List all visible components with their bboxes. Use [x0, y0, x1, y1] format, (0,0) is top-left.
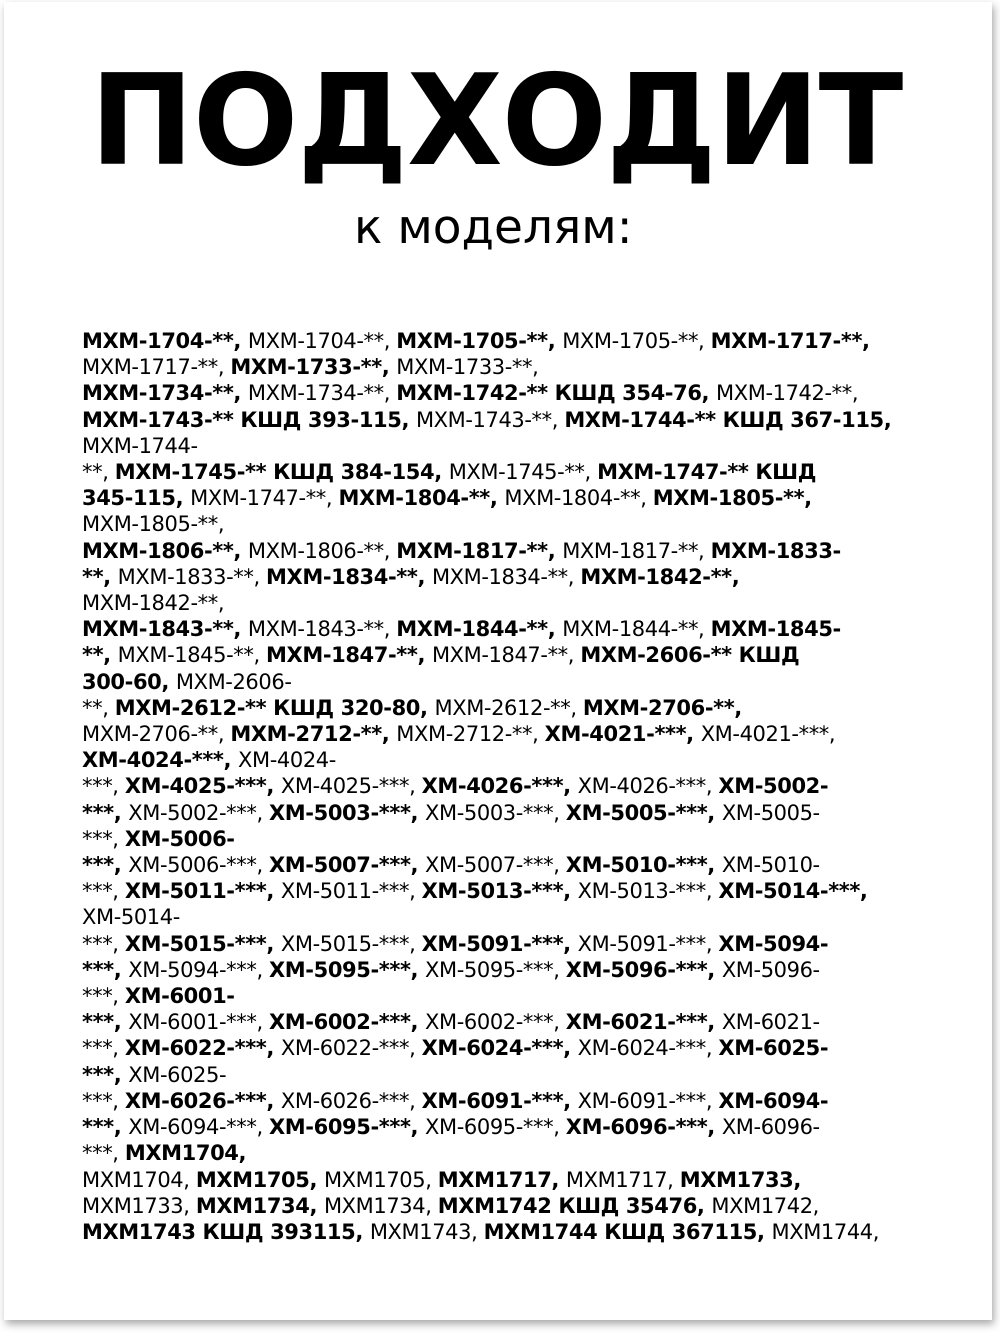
model-entry: МХМ1733,	[679, 1167, 801, 1192]
model-entry: МХМ-1845-	[710, 617, 841, 642]
model-entry: ХМ-5006-	[124, 826, 235, 851]
model-list-line	[82, 1140, 956, 1166]
model-entry: МХМ-1805-**,	[82, 512, 225, 537]
model-entry: ***,	[82, 1010, 129, 1035]
model-entry: ХМ-6095-***,	[425, 1115, 566, 1140]
model-entry: ХМ-5095-***,	[269, 957, 426, 982]
model-entry: МХМ-1717-**,	[82, 355, 231, 380]
model-entry: МХМ1717,	[437, 1167, 566, 1192]
model-entry: МХМ-1734-**,	[82, 381, 248, 406]
model-list-line	[82, 1088, 956, 1114]
model-entry: ХМ-6022-***,	[280, 1036, 422, 1061]
model-entry: МХМ-1734-**,	[247, 381, 397, 406]
model-list-line	[82, 459, 956, 485]
model-list-line	[82, 957, 956, 983]
model-list-line	[82, 1114, 956, 1140]
model-list-line	[82, 878, 956, 904]
model-entry: МХМ-1843-**,	[82, 617, 248, 642]
model-entry: МХМ-1704-**,	[247, 329, 397, 353]
model-list-line	[82, 826, 956, 852]
model-entry: МХМ1743,	[369, 1219, 484, 1244]
model-entry: ХМ-5014-***,	[718, 879, 868, 904]
model-entry: МХМ-1705-**,	[562, 329, 711, 353]
model-entry: МХМ-2712-**,	[396, 722, 545, 747]
model-entry: ХМ-4025-***,	[124, 774, 281, 799]
model-entry: ***,	[82, 1115, 129, 1140]
model-entry: ХМ-5094-	[718, 931, 829, 956]
model-entry: ХМ-4026-***,	[421, 774, 578, 799]
model-entry: МХМ-1834-**,	[266, 564, 432, 589]
model-entry: МХМ1742,	[711, 1193, 819, 1218]
model-entry: МХМ1704,	[124, 1141, 247, 1166]
model-entry: МХМ-1843-**,	[247, 617, 397, 642]
model-entry: МХМ-1733-**,	[396, 355, 539, 380]
model-entry: МХМ1704,	[82, 1167, 196, 1192]
model-list-line	[82, 852, 956, 878]
model-entry: ХМ-5002-	[718, 774, 829, 799]
model-entry: ХМ-6091-***,	[421, 1088, 578, 1113]
model-entry: ***,	[82, 826, 125, 851]
model-list-line	[82, 642, 956, 668]
model-entry: МХМ-1842-**,	[580, 564, 740, 589]
model-entry: МХМ1733,	[82, 1193, 196, 1218]
model-entry: ХМ-5010-	[721, 853, 820, 878]
model-entry: МХМ-1745-** КШД 384-154,	[114, 460, 449, 485]
model-entry: ХМ-4026-***,	[577, 774, 719, 799]
model-entry: ХМ-6002-***,	[269, 1010, 426, 1035]
model-entry: ХМ-6026-***,	[124, 1088, 281, 1113]
model-entry: ХМ-5011-***,	[280, 879, 422, 904]
model-entry: ХМ-5003-***,	[425, 800, 566, 825]
model-entry: ХМ-5095-***,	[425, 957, 566, 982]
model-entry: ХМ-6094-	[718, 1088, 829, 1113]
model-entry: МХМ1705,	[195, 1167, 324, 1192]
product-card-page	[4, 2, 992, 1320]
model-entry: МХМ-1833-	[710, 538, 841, 563]
model-entry: ХМ-6024-***,	[577, 1036, 719, 1061]
model-entry: МХМ1734,	[195, 1193, 324, 1218]
model-list-line	[82, 931, 956, 957]
model-entry: ХМ-6021-	[721, 1010, 820, 1035]
model-list-line	[82, 354, 956, 380]
model-entry: МХМ-1747-** КШД	[597, 460, 817, 485]
model-entry: МХМ-1833-**,	[117, 564, 267, 589]
page-subtitle: к моделям:	[354, 200, 633, 255]
model-entry: МХМ1717,	[565, 1167, 680, 1192]
model-entry: ХМ-4024-***,	[82, 748, 239, 773]
model-entry: МХМ-1805-**,	[652, 486, 812, 511]
model-entry: МХМ-1817-**,	[396, 538, 563, 563]
model-entry: ХМ-6096-***,	[565, 1115, 722, 1140]
model-entry: ХМ-5013-***,	[421, 879, 578, 904]
model-entry: ХМ-5011-***,	[124, 879, 281, 904]
model-entry: МХМ-1806-**,	[247, 538, 397, 563]
model-entry: ***,	[82, 879, 125, 904]
model-entry: **,	[82, 564, 118, 589]
model-list-line	[82, 538, 956, 564]
model-list-line	[82, 380, 956, 406]
model-entry: МХМ1742 КШД 35476,	[437, 1193, 712, 1218]
model-list-line	[82, 773, 956, 799]
model-entry: МХМ1743 КШД 393115,	[82, 1219, 370, 1244]
model-entry: МХМ-1743-** КШД 393-115,	[82, 407, 416, 432]
model-entry: ХМ-5003-***,	[269, 800, 426, 825]
model-entry: МХМ-1704-**,	[82, 329, 248, 353]
model-entry: ХМ-5094-***,	[128, 957, 270, 982]
model-entry: ХМ-6002-***,	[425, 1010, 566, 1035]
model-list-line	[82, 800, 956, 826]
model-list-line	[82, 721, 956, 747]
model-entry: **,	[82, 460, 115, 485]
model-entry: ХМ-5091-***,	[421, 931, 578, 956]
model-list-line	[82, 747, 956, 773]
model-entry: ***,	[82, 1088, 125, 1113]
model-entry: МХМ1705,	[323, 1167, 438, 1192]
model-entry: МХМ-1742-**,	[716, 381, 859, 406]
model-entry: МХМ-1806-**,	[82, 538, 248, 563]
model-entry: МХМ-1747-**,	[190, 486, 339, 511]
model-entry: МХМ-1847-**,	[431, 643, 581, 668]
model-entry: ХМ-5015-***,	[280, 931, 422, 956]
model-entry: МХМ-1817-**,	[562, 538, 711, 563]
model-entry: ***,	[82, 1141, 125, 1166]
model-entry: МХМ-1844-**,	[396, 617, 563, 642]
model-entry: МХМ-1744-** КШД 367-115,	[564, 407, 892, 432]
model-entry: МХМ1734,	[323, 1193, 438, 1218]
model-entry: ХМ-4021-***,	[544, 722, 701, 747]
model-entry: МХМ-1847-**,	[266, 643, 432, 668]
model-entry: ХМ-5013-***,	[577, 879, 719, 904]
model-entry: МХМ-1845-**,	[117, 643, 267, 668]
model-entry: ***,	[82, 931, 125, 956]
model-list-line	[82, 1062, 956, 1088]
model-entry: ХМ-6026-***,	[280, 1088, 422, 1113]
model-entry: ХМ-6001-***,	[128, 1010, 270, 1035]
model-list-line	[82, 433, 956, 459]
model-entry: МХМ1744 КШД 367115,	[483, 1219, 772, 1244]
model-entry: ХМ-6095-***,	[269, 1115, 426, 1140]
model-list-line	[82, 1219, 956, 1245]
model-entry: МХМ-2612-**,	[434, 695, 583, 720]
model-entry: ХМ-6094-***,	[128, 1115, 270, 1140]
model-entry: ХМ-5010-***,	[565, 853, 722, 878]
model-list-line	[82, 904, 956, 930]
model-entry: ХМ-5014-	[82, 905, 180, 930]
model-entry: ХМ-4024-	[238, 748, 336, 773]
model-entry: ***,	[82, 774, 125, 799]
page-title: ПОДХОДИТ	[90, 47, 903, 194]
model-entry: 300-60,	[82, 669, 176, 694]
model-entry: ХМ-6025-	[718, 1036, 829, 1061]
model-list-line	[82, 1193, 956, 1219]
model-entry: МХМ-1742-** КШД 354-76,	[396, 381, 717, 406]
model-list-line	[82, 485, 956, 511]
model-entry: ХМ-5007-***,	[425, 853, 566, 878]
model-entry: МХМ-1842-**,	[82, 591, 225, 616]
model-entry: МХМ-1844-**,	[562, 617, 711, 642]
model-entry: МХМ-2712-**,	[230, 722, 397, 747]
compatible-models-list	[82, 328, 956, 1245]
model-entry: МХМ-1705-**,	[396, 329, 563, 353]
model-entry: МХМ-1804-**,	[504, 486, 653, 511]
model-entry: МХМ-2706-**,	[82, 722, 231, 747]
model-entry: ХМ-5006-***,	[128, 853, 270, 878]
model-list-line	[82, 590, 956, 616]
model-entry: ХМ-5096-***,	[565, 957, 722, 982]
model-entry: МХМ-1744-	[82, 433, 198, 458]
model-entry: МХМ-1733-**,	[230, 355, 397, 380]
model-list-line	[82, 669, 956, 695]
model-entry: ХМ-5091-***,	[577, 931, 719, 956]
model-entry: МХМ1744,	[771, 1219, 880, 1244]
model-entry: 345-115,	[82, 486, 191, 511]
model-entry: ХМ-4021-***,	[700, 722, 836, 747]
model-list-line	[82, 695, 956, 721]
model-entry: ***,	[82, 853, 129, 878]
model-entry: ХМ-6091-***,	[577, 1088, 719, 1113]
model-entry: ХМ-4025-***,	[280, 774, 422, 799]
model-entry: МХМ-2606-** КШД	[580, 643, 800, 668]
model-list-line	[82, 616, 956, 642]
model-list-line	[82, 1035, 956, 1061]
model-entry: ХМ-5005-	[721, 800, 820, 825]
model-entry: МХМ-1743-**,	[415, 407, 565, 432]
model-list-line	[82, 564, 956, 590]
model-entry: ХМ-6024-***,	[421, 1036, 578, 1061]
model-entry: МХМ-2606-	[175, 669, 292, 694]
model-entry: ***,	[82, 957, 129, 982]
model-list-line	[82, 1009, 956, 1035]
model-entry: **,	[82, 695, 115, 720]
model-entry: ХМ-5005-***,	[565, 800, 722, 825]
model-entry: ХМ-6021-***,	[565, 1010, 722, 1035]
model-entry: МХМ-1804-**,	[338, 486, 505, 511]
model-entry: МХМ-2706-**,	[582, 695, 742, 720]
model-entry: МХМ-1834-**,	[431, 564, 581, 589]
model-list-line	[82, 983, 956, 1009]
model-list-line	[82, 407, 956, 433]
model-entry: МХМ-1745-**,	[448, 460, 598, 485]
model-entry: ХМ-6096-	[721, 1115, 820, 1140]
model-entry: ХМ-6001-	[124, 984, 235, 1009]
model-entry: ***,	[82, 1036, 125, 1061]
model-entry: ХМ-5002-***,	[128, 800, 270, 825]
model-entry: МХМ-2612-** КШД 320-80,	[114, 695, 435, 720]
model-entry: ***,	[82, 1062, 129, 1087]
model-list-line	[82, 1167, 956, 1193]
model-entry: ***,	[82, 984, 125, 1009]
model-entry: ХМ-5007-***,	[269, 853, 426, 878]
model-entry: ХМ-5096-	[721, 957, 820, 982]
model-entry: МХМ-1717-**,	[710, 329, 870, 353]
model-list-line	[82, 328, 956, 354]
model-entry: **,	[82, 643, 118, 668]
model-entry: ХМ-6022-***,	[124, 1036, 281, 1061]
model-entry: ХМ-5015-***,	[124, 931, 281, 956]
model-list-line	[82, 511, 956, 537]
model-entry: ***,	[82, 800, 129, 825]
model-entry: ХМ-6025-	[128, 1062, 227, 1087]
